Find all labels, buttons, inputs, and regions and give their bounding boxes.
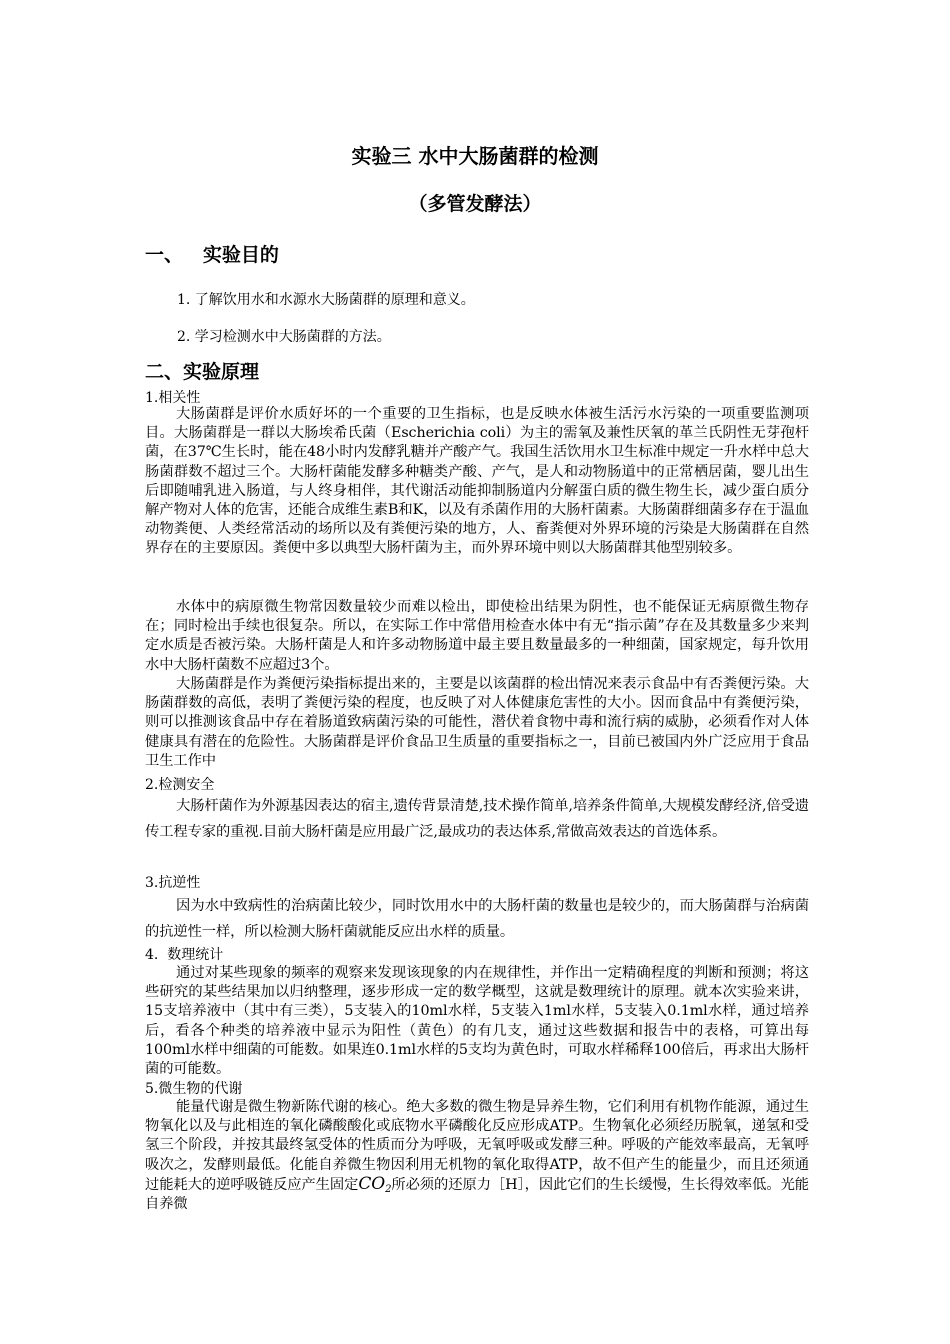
subheading-metabolism: 5.微生物的代谢 — [145, 1081, 243, 1097]
paragraph-metabolism — [145, 1098, 809, 1214]
subheading-resistance: 3.抗逆性 — [145, 875, 201, 891]
section-heading-purpose: 一、 实验目的 — [145, 244, 279, 266]
subheading-relevance: 1.相关性 — [145, 390, 201, 406]
paragraph-relevance-1: 大肠菌群是评价水质好坏的一个重要的卫生指标，也是反映水体被生活污水污染的一项重要监测项目。大肠菌群是一群以大肠埃希氏菌（Escherichia coli）为主的需氧及兼性厌氧的革兰氏阴性无芽孢杆菌，在37℃生长时，能在48小时内发酵乳糖并产酸产气。我国生活饮用水卫生标准中规定一升水样中总大肠菌群数不超过三个。大肠杆菌能发酵多种糖类产酸、产气，是人和动物肠道中的正常栖居菌，婴儿出生后即随哺乳进入肠道，与人终身相伴，其代谢活动能抑制肠道内分解蛋白质的微生物生长，减少蛋白质分解产物对人体的危害，还能合成维生素B和K，以及有杀菌作用的大肠杆菌素。大肠菌群细菌多存在于温血动物粪便、人类经常活动的场所以及有粪便污染的地方，人、畜粪便对外界环境的污染是大肠菌群在自然界存在的主要原因。粪便中多以典型大肠杆菌为主，而外界环境中则以大肠菌群其他型别较多。 — [145, 406, 809, 557]
page-title: 实验三 水中大肠菌群的检测 — [351, 144, 599, 168]
purpose-item-1: 1. 了解饮用水和水源水大肠菌群的原理和意义。 — [177, 292, 475, 308]
co2-formula: $CO_2$ — [358, 1173, 392, 1195]
paragraph-metabolism-part-a: 能量代谢是微生物新陈代谢的核心。绝大多数的微生物是异养生物，它们利用有机物作能源，通过生物氧化以及与此相连的氧化磷酸酸化或底物水平磷酸化反应形成ATP。生物氧化必须经历脱氧，递氢和受氢三个阶段，并按其最终氢受体的性质而分为呼吸，无氧呼吸或发酵三种。呼吸的产能效率最高，无氧呼吸次之，发酵则最低。化能自养微生物因利用无机物的氧化取得ATP，故不但产生的能量少，而且还须通过能耗大的逆呼吸链反应产生固定 — [145, 1099, 809, 1193]
paragraph-metabolism-part-b: 所必须的还原力［H］，因此它们的生长缓慢，生长得效率低。光能自养微 — [145, 1176, 809, 1213]
section-heading-principle: 二、实验原理 — [145, 361, 260, 383]
paragraph-statistics: 通过对某些现象的频率的观察来发现该现象的内在规律性，并作出一定精确程度的判断和预测；将这些研究的某些结果加以归纳整理，逐步形成一定的数学概型，这就是数理统计的原理。就本次实验来讲，15支培养液中（其中有三类），5支装入的10ml水样，5支装入1ml水样，5支装入0.1ml水样，通过培养后，看各个种类的培养液中显示为阳性（黄色）的有几支，通过这些数据和报告中的表格，可算出每100ml水样中细菌的可能数。如果连0.1ml水样的5支均为黄色时，可取水样稀释100倍后，再求出大肠杆菌的可能数。 — [145, 965, 809, 1078]
purpose-item-2: 2. 学习检测水中大肠菌群的方法。 — [177, 329, 391, 345]
page-subtitle: （多管发酵法） — [408, 193, 542, 215]
subheading-safety: 2.检测安全 — [145, 777, 215, 793]
subheading-statistics: 4. 数理统计 — [145, 947, 224, 963]
paragraph-relevance-2: 水体中的病原微生物常因数量较少而难以检出，即使检出结果为阴性，也不能保证无病原微生物存在；同时检出手续也很复杂。所以，在实际工作中常借用检查水体中有无“指示菌”存在及其数量多少来判定水质是否被污染。大肠杆菌是人和许多动物肠道中最主要且数量最多的一种细菌，国家规定，每升饮用水中大肠杆菌数不应超过3个。 — [145, 599, 809, 673]
paragraph-resistance: 因为水中致病性的治病菌比较少，同时饮用水中的大肠杆菌的数量也是较少的，而大肠菌群与治病菌的抗逆性一样，所以检测大肠杆菌就能反应出水样的质量。 — [145, 898, 809, 940]
paragraph-relevance-3: 大肠菌群是作为粪便污染指标提出来的，主要是以该菌群的检出情况来表示食品中有否粪便污染。大肠菌群数的高低，表明了粪便污染的程度，也反映了对人体健康危害性的大小。因而食品中有粪便污染，则可以推测该食品中存在着肠道致病菌污染的可能性，潜伏着食物中毒和流行病的威胁，必须看作对人体健康具有潜在的危险性。大肠菌群是评价食品卫生质量的重要指标之一，目前已被国内外广泛应用于食品卫生工作中 — [145, 676, 809, 769]
paragraph-safety: 大肠杆菌作为外源基因表达的宿主,遗传背景清楚,技术操作简单,培养条件简单,大规模发酵经济,倍受遗传工程专家的重视.目前大肠杆菌是应用最广泛,最成功的表达体系,常做高效表达的首选体系。 — [145, 798, 809, 840]
